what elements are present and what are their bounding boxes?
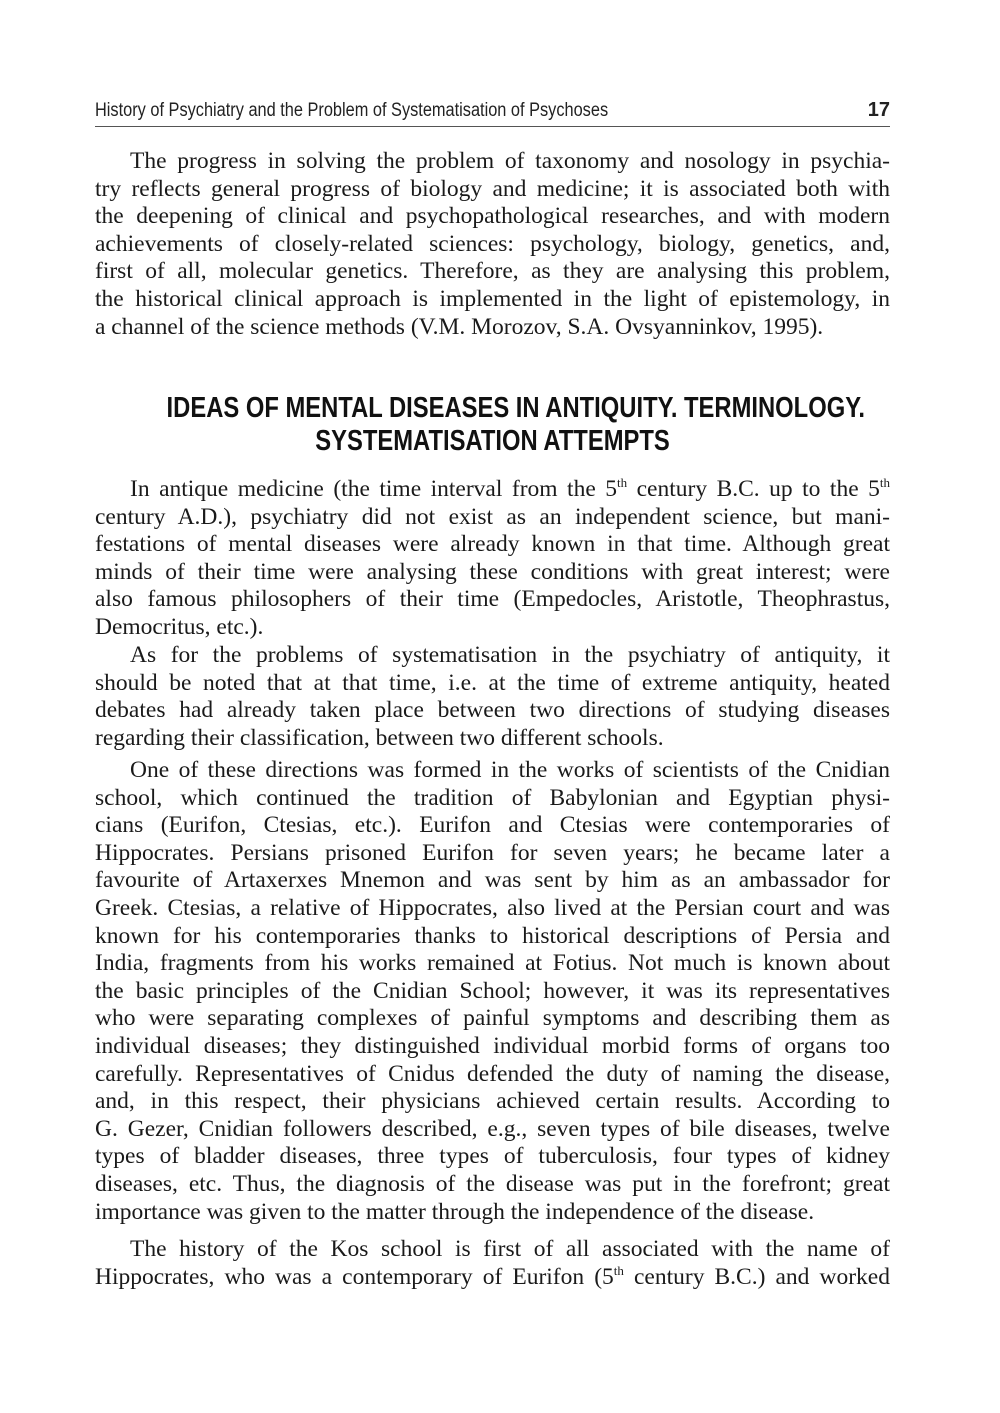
text-line: debates had already taken place between two directions of studying diseases bbox=[95, 697, 890, 724]
text-span: century B.C. up to the 5 bbox=[627, 476, 880, 502]
superscript: th bbox=[617, 475, 628, 491]
text-line: should be noted that at that time, i.e. at the time of extreme antiquity, heated bbox=[95, 669, 890, 696]
intro-paragraph bbox=[95, 148, 890, 341]
text-line: Greek. Ctesias, a relative of Hippocrates, also lived at the Persian court and was bbox=[95, 894, 890, 921]
text-line: also famous philosophers of their time (Empedocles, Aristotle, Theophrastus, bbox=[95, 586, 890, 613]
text-line: school, which continued the tradition of Babylonian and Egyptian physi- bbox=[95, 784, 890, 811]
text-span: In antique medicine (the time interval from the 5 bbox=[130, 476, 617, 502]
text-line: minds of their time were analysing these conditions with great interest; were bbox=[95, 558, 890, 585]
text-line: cians (Eurifon, Ctesias, etc.). Eurifon and Ctesias were contemporaries of bbox=[95, 812, 890, 839]
text-line: As for the problems of systematisation in the psychiatry of antiquity, it bbox=[130, 642, 890, 668]
section-heading-line: SYSTEMATISATION ATTEMPTS bbox=[315, 425, 670, 457]
text-line: Democritus, etc.). bbox=[95, 613, 264, 640]
running-header bbox=[95, 98, 890, 127]
section-heading bbox=[95, 392, 890, 458]
section-heading-line: IDEAS OF MENTAL DISEASES IN ANTIQUITY. TERMINOLOGY. bbox=[166, 392, 866, 424]
text-line: diseases, etc. Thus, the diagnosis of the disease was put in the forefront; great bbox=[95, 1170, 890, 1197]
paragraph-antique-medicine bbox=[95, 476, 890, 642]
text-line: try reflects general progress of biology and medicine; it is associated both with bbox=[95, 175, 890, 202]
text-line: festations of mental diseases were already known in that time. Although great bbox=[95, 531, 890, 558]
text-line: India, fragments from his works remained at Fotius. Not much is known about bbox=[95, 950, 890, 977]
text-line: who were separating complexes of painful symptoms and describing them as bbox=[95, 1005, 890, 1032]
running-title: History of Psychiatry and the Problem of Systematisation of Psychoses bbox=[95, 100, 609, 121]
text-line: Hippocrates. Persians prisoned Eurifon for seven years; he became later a bbox=[95, 839, 890, 866]
text-line: the deepening of clinical and psychopathological researches, and with modern bbox=[95, 203, 890, 230]
text-line: a channel of the science methods (V.M. Morozov, S.A. Ovsyanninkov, 1995). bbox=[95, 313, 824, 340]
text-line: The progress in solving the problem of taxonomy and nosology in psychia- bbox=[130, 148, 890, 174]
text-line bbox=[95, 476, 890, 504]
superscript: th bbox=[613, 1262, 624, 1278]
text-line: regarding their classification, between two different schools. bbox=[95, 724, 664, 751]
paragraph-systematisation bbox=[95, 642, 890, 752]
text-line bbox=[95, 1264, 890, 1292]
text-line: One of these directions was formed in the works of scientists of the Cnidian bbox=[130, 757, 890, 783]
superscript: th bbox=[879, 475, 890, 491]
text-line: the basic principles of the Cnidian School; however, it was its representatives bbox=[95, 977, 890, 1004]
text-line: the historical clinical approach is implemented in the light of epistemology, in bbox=[95, 285, 890, 312]
paragraph-kos-school bbox=[95, 1236, 890, 1291]
text-line: G. Gezer, Cnidian followers described, e.g., seven types of bile diseases, twelve bbox=[95, 1115, 890, 1142]
text-line: The history of the Kos school is first of all associated with the name of bbox=[130, 1236, 890, 1262]
text-line: individual diseases; they distinguished individual morbid forms of organs too bbox=[95, 1032, 890, 1059]
page-number: 17 bbox=[867, 99, 890, 121]
text-span: century B.C.) and worked bbox=[623, 1263, 890, 1290]
text-line: types of bladder diseases, three types of tuberculosis, four types of kidney bbox=[95, 1143, 890, 1170]
text-line: favourite of Artaxerxes Mnemon and was sent by him as an ambassador for bbox=[95, 867, 890, 894]
text-line: carefully. Representatives of Cnidus defended the duty of naming the disease, bbox=[95, 1060, 890, 1087]
text-line: known for his contemporaries thanks to historical descriptions of Persia and bbox=[95, 922, 890, 949]
text-line: achievements of closely-related sciences: psychology, biology, genetics, and, bbox=[95, 230, 890, 257]
text-line: first of all, molecular genetics. Therefore, as they are analysing this problem, bbox=[95, 258, 890, 285]
text-span: Hippocrates, who was a contemporary of Eurifon (5 bbox=[95, 1263, 614, 1290]
text-line: importance was given to the matter through the independence of the disease. bbox=[95, 1198, 815, 1225]
paragraph-cnidian-school bbox=[95, 757, 890, 1226]
text-line: century A.D.), psychiatry did not exist as an independent science, but mani- bbox=[95, 503, 890, 530]
text-line: and, in this respect, their physicians achieved certain results. According to bbox=[95, 1088, 890, 1115]
